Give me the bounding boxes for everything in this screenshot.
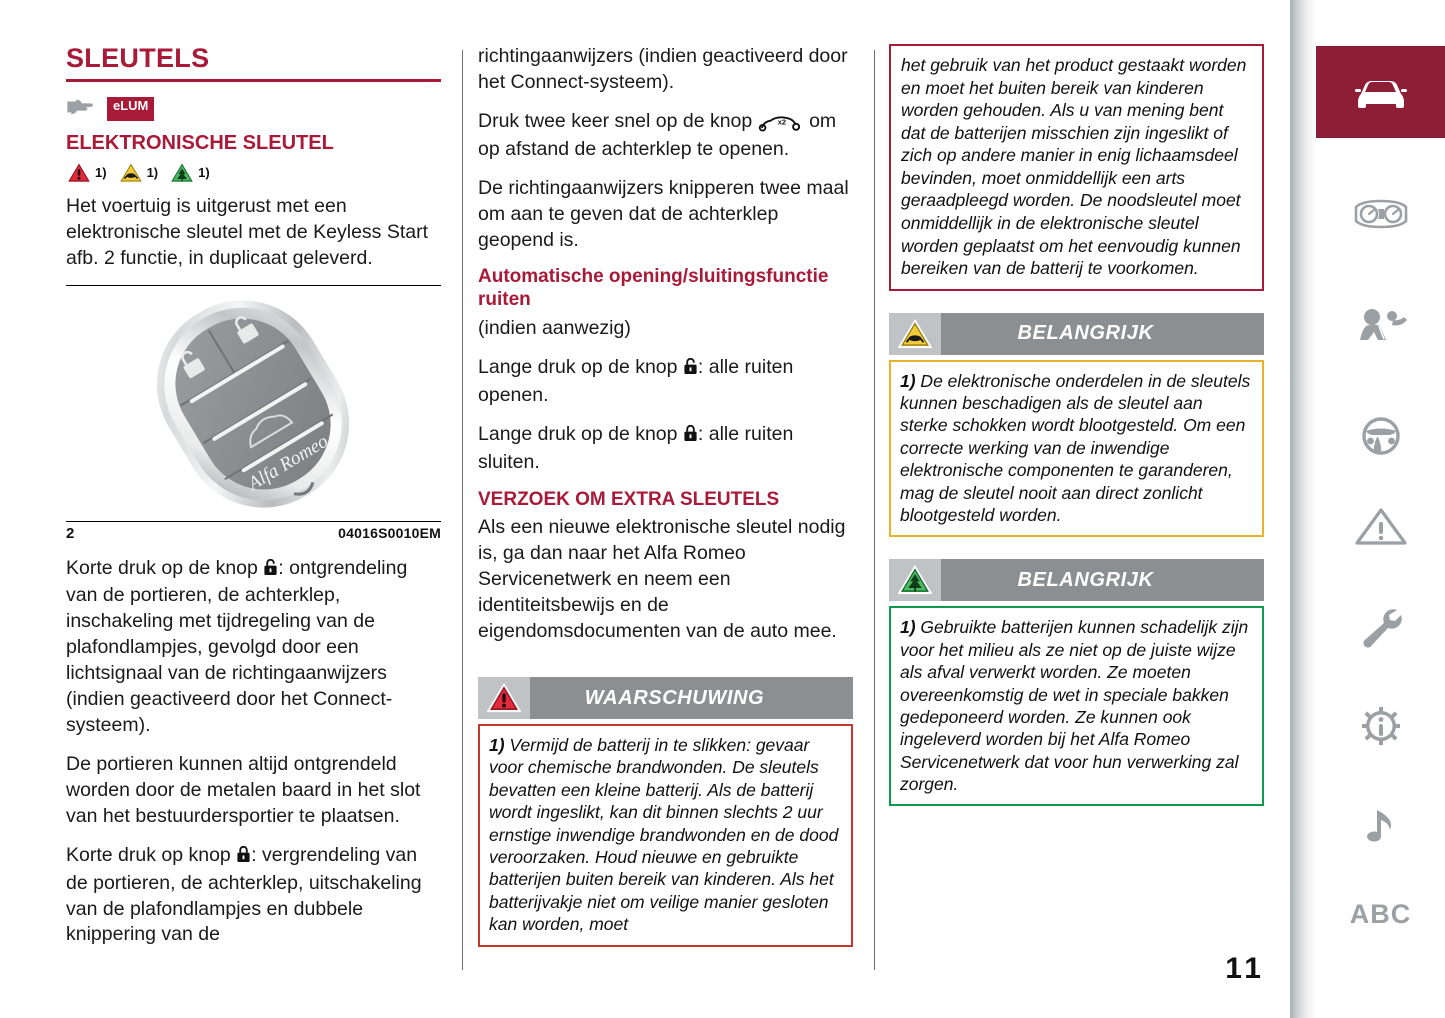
warning-text: Vermijd de batterij in te slikken: gevaar voor chemische brandwonden. De sleutels bevatten een kleine batterij. Als de batterij wordt ingeslikt, kan dit binnen slechts 2 uur ernstige inwendige brandwonden en de dood veroorzaken. Houd nieuwe en gebruikte batterijen buiten bereik van kinderen. Als het batterijvakje niet om veilige manier gesloten kan worden, moet [489, 735, 839, 935]
note-eco-group [169, 161, 210, 184]
note-warning-group [66, 161, 107, 184]
music-note-icon [1352, 800, 1410, 852]
figure-code: 04016S0010EM [338, 524, 441, 541]
eco-callout-title: BELANGRIJK [1017, 568, 1154, 591]
car-front-icon [1352, 66, 1410, 118]
column-2 [478, 44, 853, 984]
col1-p3-post: : vergrendeling van de portieren, de achterklep, uitschakeling van de plafondlampjes en dubbele knippering van de [66, 843, 422, 946]
col2-paragraph-3: De richtingaanwijzers knipperen twee maal om aan te geven dat de achterklep geopend is. [478, 176, 849, 251]
figure-electronic-key [66, 285, 441, 542]
note-marker: 1) [198, 164, 210, 180]
col1-p1-post: : ontgrendeling van de portieren, de achterklep, inschakeling met tijdregeling van de plafondlampjes, gevolgd door een lichtsignaal van de richtingaanwijzers (indien geactiveerd door het Connect-systeem). [66, 556, 408, 737]
eco-text: Gebruikte batterijen kunnen schadelijk zijn voor het milieu als ze niet op de juiste wijze als afval verwerkt worden. Ze moeten overeenkomstig de wet in speciale bakken gedeponeerd worden. Ze kunnen ook ingeleverd worden bij het Alfa Romeo Servicenetwerk dat voor hun verwerking zal zorgen. [900, 617, 1249, 795]
eco-callout [889, 559, 1264, 806]
note-marker: 1) [95, 164, 107, 180]
section-title: ELEKTRONISCHE SLEUTEL [66, 132, 334, 155]
steering-wheel-icon [1352, 410, 1410, 462]
section-intro: Het voertuig is uitgerust met een elektronische sleutel met de Keyless Start afb. 2 functie, in duplicaat geleverd. [66, 194, 429, 269]
warning-triangle-red-icon [478, 677, 530, 719]
col2-p5-pre: Lange druk op de knop [478, 355, 683, 378]
unlock-icon [683, 357, 698, 383]
caution-callout-body [889, 360, 1264, 538]
subheading-extra-keys: VERZOEK OM EXTRA SLEUTELS [478, 488, 780, 510]
note-caution-group [118, 161, 159, 184]
svg-text:Alfa Romeo: Alfa Romeo [244, 430, 332, 495]
figure-caption [66, 522, 441, 542]
sidebar-item-car-front[interactable] [1316, 46, 1445, 138]
note-marker-row [66, 161, 441, 184]
sidebar-shadow [1290, 0, 1316, 1018]
col2-paragraph-7: Als een nieuwe elektronische sleutel nodig is, ga dan naar het Alfa Romeo Servicenetwerk en neem een identiteitsbewijs en de eigendomsdocumenten van de auto mee. [478, 516, 846, 643]
elum-row [66, 96, 441, 118]
col1-p1-pre: Korte druk op de knop [66, 556, 264, 579]
instrument-cluster-icon [1352, 188, 1410, 240]
column-divider-2 [874, 50, 875, 970]
col2-paragraph-5 [478, 355, 853, 409]
caution-text: De elektronische onderdelen in de sleutels kunnen beschadigen als de sleutel aan sterke schokken wordt blootgesteld. Om een correcte werking van de inwendige elektronische componenten te garanderen, mag de sleutel nooit aan direct zonlicht blootgesteld worden. [900, 370, 1251, 525]
caution-callout [889, 313, 1264, 538]
caution-marker: 1) [900, 370, 916, 391]
sidebar-item-steering-wheel[interactable] [1316, 390, 1445, 482]
abc-icon: ABC [1349, 898, 1412, 929]
col2-p6-post: : alle ruiten sluiten. [478, 422, 794, 473]
caution-triangle-yellow-icon [118, 161, 144, 184]
warning-triangle-red-icon [66, 161, 92, 184]
col2-p2-post: om op afstand de achterklep te openen. [478, 109, 837, 160]
elum-badge[interactable]: eLUM [107, 97, 154, 118]
svg-text:x2: x2 [777, 117, 786, 127]
caution-triangle-yellow-icon [889, 313, 941, 355]
col2-paragraph-6 [478, 422, 853, 476]
col2-p5-post: : alle ruiten openen. [478, 355, 794, 406]
sidebar-item-airbag[interactable] [1316, 280, 1445, 372]
col1-paragraph-1 [66, 556, 441, 739]
column-divider-1 [462, 50, 463, 970]
wrench-icon [1352, 600, 1410, 652]
trunk-open-x2-icon [758, 111, 804, 137]
info-gear-icon [1352, 700, 1410, 752]
col1-paragraph-3 [66, 843, 441, 949]
sidebar-item-service[interactable] [1316, 580, 1445, 672]
warning-triangle-icon [1352, 500, 1410, 552]
lock-icon [236, 845, 251, 871]
warning-callout-title: WAARSCHUWING [584, 686, 765, 709]
page-number: 11 [1225, 952, 1265, 985]
sidebar-column [1316, 0, 1445, 1018]
title-rule [66, 79, 441, 82]
caution-callout-title: BELANGRIJK [1017, 322, 1154, 345]
column-3 [889, 44, 1264, 984]
col2-paragraph-2 [478, 109, 853, 163]
environment-triangle-green-icon [889, 559, 941, 601]
content-columns [66, 43, 1251, 984]
col1-p3-pre: Korte druk op knop [66, 843, 237, 866]
warning-marker: 1) [489, 735, 505, 756]
sidebar-item-warning[interactable] [1316, 480, 1445, 572]
note-marker: 1) [146, 164, 159, 180]
figure-number: 2 [66, 524, 75, 542]
sidebar-item-multimedia[interactable] [1316, 780, 1445, 872]
chapter-sidebar [1290, 0, 1445, 1018]
col2-p6-pre: Lange druk op de knop [478, 422, 683, 445]
sidebar-item-index[interactable] [1316, 868, 1445, 960]
col2-paragraph-1: richtingaanwijzers (indien geactiveerd door het Connect-systeem). [478, 45, 848, 93]
subheading-auto-window: Automatische opening/sluitingsfunctie ruiten [478, 266, 829, 311]
caution-callout-header [889, 313, 1264, 355]
col1-paragraph-2: De portieren kunnen altijd ontgrendeld worden door de metalen baard in het slot van het bestuurdersportier te plaatsen. [66, 752, 421, 827]
warning-callout [478, 677, 853, 947]
eco-callout-header [889, 559, 1264, 601]
warning-callout-body [478, 724, 853, 947]
environment-triangle-green-icon [169, 161, 195, 184]
airbag-icon [1352, 300, 1410, 352]
warning-callout-header [478, 677, 853, 719]
col2-paragraph-4: (indien aanwezig) [478, 317, 631, 340]
eco-marker: 1) [900, 617, 916, 638]
pointing-hand-icon [66, 96, 98, 118]
page-title: SLEUTELS [66, 43, 210, 73]
eco-callout-body [889, 606, 1264, 806]
sidebar-item-info[interactable] [1316, 680, 1445, 772]
unlock-icon [263, 558, 278, 584]
lock-icon [683, 424, 698, 450]
warning-continuation-box: het gebruik van het product gestaakt worden en moet het buiten bereik van kinderen worden gehouden. Als u van mening bent dat de batterijen misschien zijn ingeslikt of zich op andere manier in enig lichaamsdeel bevinden, moet onmiddellijk een arts geraadpleegd worden. De noodsleutel moet onmiddellijk in de elektronische sleutel worden geplaatst om het eenvoudig kunnen bereiken van de batterij te voorkomen. [889, 44, 1264, 291]
column-1 [66, 44, 441, 984]
col2-p2-pre: Druk twee keer snel op de knop [478, 109, 758, 132]
key-fob-illustration [66, 286, 441, 521]
sidebar-item-instrument-cluster[interactable] [1316, 168, 1445, 260]
